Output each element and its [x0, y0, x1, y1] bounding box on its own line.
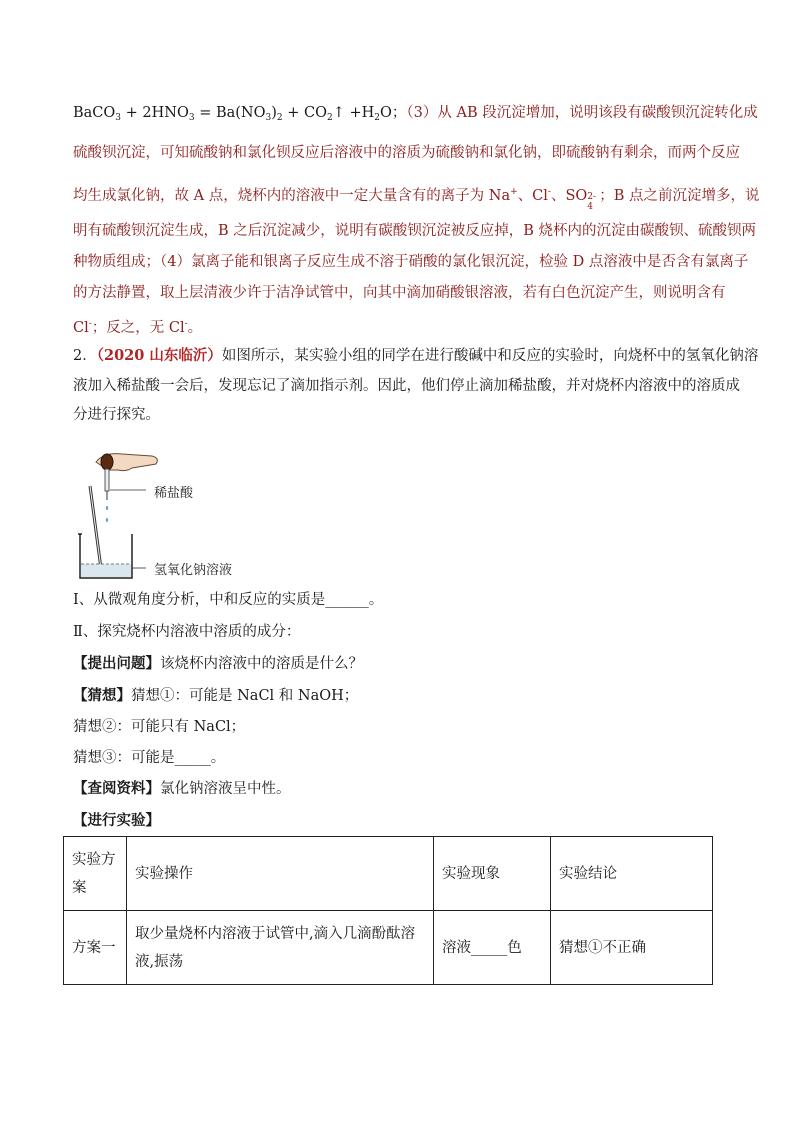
answer-line-7: Cl-；反之，无 Cl-。 — [73, 319, 203, 336]
experiment-figure — [74, 448, 254, 583]
answer-line-5: 种物质组成；（4）氯离子能和银离子反应生成不溶于硝酸的氯化银沉淀，检验 D 点溶液中是否含有氯离子 — [73, 254, 749, 270]
equation: BaCO$_3$ + $2HNO_3 = Ba(NO_3)_2$ + $CO_2↑ +H_2O$； — [73, 105, 407, 123]
guess-2: 猜想②：可能只有 NaCl； — [73, 719, 246, 735]
reference-info: 【查阅资料】氯化钠溶液呈中性。 — [73, 780, 291, 797]
header-cell: 实验结论 — [551, 837, 713, 911]
ask-question: 【提出问题】该烧杯内溶液中的溶质是什么？ — [73, 655, 363, 672]
experiment-heading: 【进行实验】 — [73, 812, 160, 829]
answer-line-6: 的方法静置，取上层清液少许于洁净试管中，向其中滴加硝酸银溶液，若有白色沉淀产生，则说明含有 — [73, 285, 726, 301]
answer-line-4: 明有硫酸钡沉淀生成，B 之后沉淀减少，说明有碳酸钡沉淀被反应掉，B 烧杯内的沉淀由碳酸钡、硫酸钡两 — [73, 223, 757, 239]
part-2: Ⅱ、探究烧杯内溶液中溶质的成分： — [73, 624, 301, 640]
header-cell: 实验现象 — [434, 837, 551, 911]
header-cell: 实验操作 — [127, 837, 434, 911]
guess-1: 【猜想】猜想①：可能是 NaCl 和 NaOH； — [73, 687, 359, 704]
answer-text: （3）从 AB 段沉淀增加，说明该段有碳酸钡沉淀转化成 — [406, 105, 758, 121]
table-cell: 取少量烧杯内溶液于试管中,滴入几滴酚酞溶液,振荡 — [127, 911, 434, 985]
table-cell: 方案一 — [64, 911, 127, 985]
table-header-row — [64, 837, 713, 911]
table-row — [64, 911, 713, 985]
question-line-3: 分进行探究。 — [73, 407, 160, 423]
question-line-2: 液加入稀盐酸一会后，发现忘记了滴加指示剂。因此，他们停止滴加稀盐酸，并对烧杯内溶液中的溶质成 — [73, 378, 740, 394]
question-source: （2020 山东临沂） — [96, 347, 222, 364]
answer-line-1 — [73, 103, 758, 128]
table-cell: 猜想①不正确 — [551, 911, 713, 985]
experiment-table — [63, 836, 713, 985]
part-1: Ⅰ、从微观角度分析，中和反应的实质是______。 — [73, 592, 384, 608]
answer-line-3: 均生成氯化钠，故 A 点，烧杯内的溶液中一定大量含有的离子为 Na+、Cl-、SO 2- 4 ；B 点之前沉淀增多，说 — [73, 187, 760, 212]
table-cell: 溶液_____色 — [434, 911, 551, 985]
question-number: 2． — [73, 348, 97, 364]
label-sodium-hydroxide: 氢氧化钠溶液 — [154, 563, 233, 578]
question-line-1: 2．（2020 山东临沂）如图所示，某实验小组的同学在进行酸碱中和反应的实验时，向烧杯中的氢氧化钠溶 — [73, 347, 759, 364]
header-cell: 实验方案 — [64, 837, 127, 911]
guess-3: 猜想③：可能是_____。 — [73, 750, 226, 766]
answer-line-2: 硫酸钡沉淀，可知硫酸钠和氯化钡反应后溶液中的溶质为硫酸钠和氯化钠，即硫酸钠有剩余，而两个反应 — [73, 145, 740, 161]
label-hydrochloric-acid: 稀盐酸 — [154, 486, 194, 501]
